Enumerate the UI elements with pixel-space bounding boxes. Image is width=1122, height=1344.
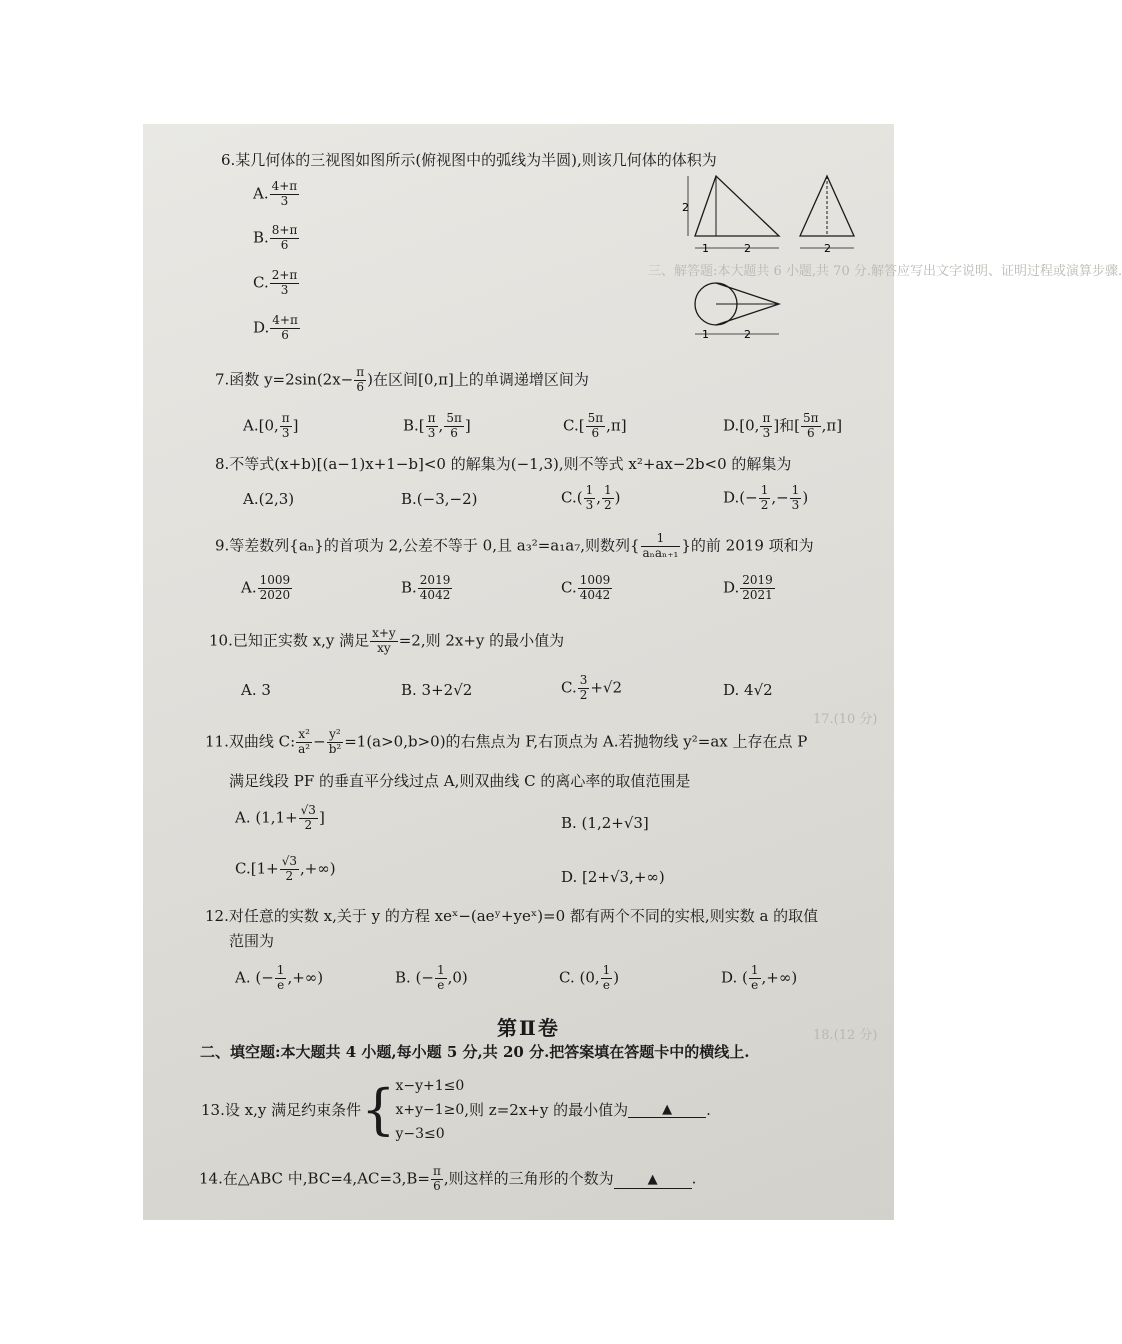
q7-option-c: C.[ $\frac{5\pi}{6}$ ,π] <box>563 411 627 440</box>
exam-page <box>143 124 1122 1220</box>
q6-option-c: C. $\frac{2+\pi}{3}$ <box>253 268 298 297</box>
q6-option-a: A. $\frac{4+\pi}{3}$ <box>253 179 298 208</box>
q12-stem: 12.对任意的实数 x,关于 y 的方程 xeˣ−(aeʸ+yeˣ)=0 都有两个不同的实根,则实数 a 的取值 <box>205 907 819 925</box>
q9-stem: 9.等差数列{aₙ}的首项为 2,公差不等于 0,且 a₃²=a₁a₇,则数列{ $\frac{1}{\text{aₙaₙ₊₁}}$ }的前 2019 项和为 <box>215 531 814 560</box>
q8-option-b: B.(−3,−2) <box>401 490 478 508</box>
q6-option-b: B. $\frac{8+\pi}{6}$ <box>253 223 298 252</box>
q6-stem: 6.某几何体的三视图如图所示(俯视图中的弧线为半圆),则该几何体的体积为 <box>221 151 717 169</box>
q11-stem-line2: 满足线段 PF 的垂直平分线过点 A,则双曲线 C 的离心率的取值范围是 <box>229 772 691 790</box>
bleed-text-1: 三、解答题:本大题共 6 小题,共 70 分.解答应写出文字说明、证明过程或演算步骤. <box>648 264 1122 279</box>
q12-stem-line2: 范围为 <box>229 932 275 950</box>
q10-option-d: D. 4√2 <box>723 681 773 699</box>
top-right-label: 2 <box>744 328 751 341</box>
height-label: 2 <box>682 201 689 214</box>
front-left-label: 1 <box>702 242 709 255</box>
q6-option-d: D. $\frac{4+\pi}{6}$ <box>253 313 298 342</box>
q11-stem: 11.双曲线 C: $\frac{\text{x²}}{\text{a²}}$ − $\frac{\text{y²}}{\text{b²}}$ =1(a>0,b>0)的右焦点为 F,右顶点为 A.若抛物线 y²=ax 上存在点 P <box>205 727 808 756</box>
front-view-triangle <box>695 176 779 236</box>
q9-option-d: D. $\frac{2019}{2021}$ <box>723 573 773 602</box>
q8-option-c: C.( $\frac{1}{3}$ , $\frac{1}{2}$ ) <box>561 483 621 512</box>
q7-stem: 7.函数 y=2sin(2x− $\frac{\pi}{6}$ )在区间[0,π]上的单调递增区间为 <box>215 365 589 394</box>
q14-stem: 14.在△ABC 中,BC=4,AC=3,B= $\frac{\pi}{6}$ ,则这样的三角形的个数为 ▲ . <box>199 1164 697 1193</box>
q11-option-b: B. (1,2+√3] <box>561 814 649 832</box>
q12-option-b: B. (− $\frac{1}{e}$ ,0) <box>395 963 468 992</box>
side-bottom-label: 2 <box>824 242 831 255</box>
q9-option-c: C. $\frac{1009}{4042}$ <box>561 573 611 602</box>
q8-option-a: A.(2,3) <box>243 490 295 508</box>
q7-option-d: D.[0, $\frac{\pi}{3}$ ]和[ $\frac{5\pi}{6}$ ,π] <box>723 411 843 440</box>
front-right-label: 2 <box>744 242 751 255</box>
q10-option-b: B. 3+2√2 <box>401 681 473 699</box>
q11-option-c: C.[1+ $\frac{√3}{2}$ ,+∞) <box>235 854 336 883</box>
section-title: 第Ⅱ卷 <box>497 1016 560 1040</box>
q9-option-b: B. $\frac{2019}{4042}$ <box>401 573 451 602</box>
q12-option-d: D. ( $\frac{1}{e}$ ,+∞) <box>721 963 798 992</box>
bleed-text-3: 18.(12 分) <box>813 1028 878 1043</box>
q11-option-d: D. [2+√3,+∞) <box>561 868 665 886</box>
q12-option-a: A. (− $\frac{1}{e}$ ,+∞) <box>235 963 324 992</box>
q8-option-d: D.(− $\frac{1}{2}$ ,− $\frac{1}{3}$ ) <box>723 483 809 512</box>
q13-answer-blank[interactable]: ▲ <box>628 1102 706 1119</box>
q7-option-b: B.[ $\frac{\pi}{3}$ , $\frac{5\pi}{6}$ ] <box>403 411 471 440</box>
q6-three-view-figure <box>678 172 863 342</box>
q10-stem: 10.已知正实数 x,y 满足 $\frac{x+y}{xy}$ =2,则 2x+y 的最小值为 <box>209 626 565 655</box>
section-heading: 二、填空题:本大题共 4 小题,每小题 5 分,共 20 分.把答案填在答题卡中的横线上. <box>200 1043 750 1061</box>
top-left-label: 1 <box>702 328 709 341</box>
q11-option-a: A. (1,1+ $\frac{√3}{2}$ ] <box>235 803 325 832</box>
q8-stem: 8.不等式(x+b)[(a−1)x+1−b]<0 的解集为(−1,3),则不等式 x²+ax−2b<0 的解集为 <box>215 455 792 473</box>
q14-answer-blank[interactable]: ▲ <box>614 1172 692 1189</box>
q10-option-a: A. 3 <box>241 681 271 699</box>
q13-stem: 13.设 x,y 满足约束条件{ x−y+1≤0 x+y−1≥0 y−3≤0 ,则 z=2x+y 的最小值为 ▲ . <box>201 1078 711 1142</box>
bleed-text-2: 17.(10 分) <box>813 712 878 727</box>
q7-option-a: A.[0, $\frac{\pi}{3}$ ] <box>243 411 299 440</box>
q9-option-a: A. $\frac{1009}{2020}$ <box>241 573 291 602</box>
q12-option-c: C. (0, $\frac{1}{e}$ ) <box>559 963 620 992</box>
q10-option-c: C. $\frac{3}{2}$ +√2 <box>561 673 623 702</box>
